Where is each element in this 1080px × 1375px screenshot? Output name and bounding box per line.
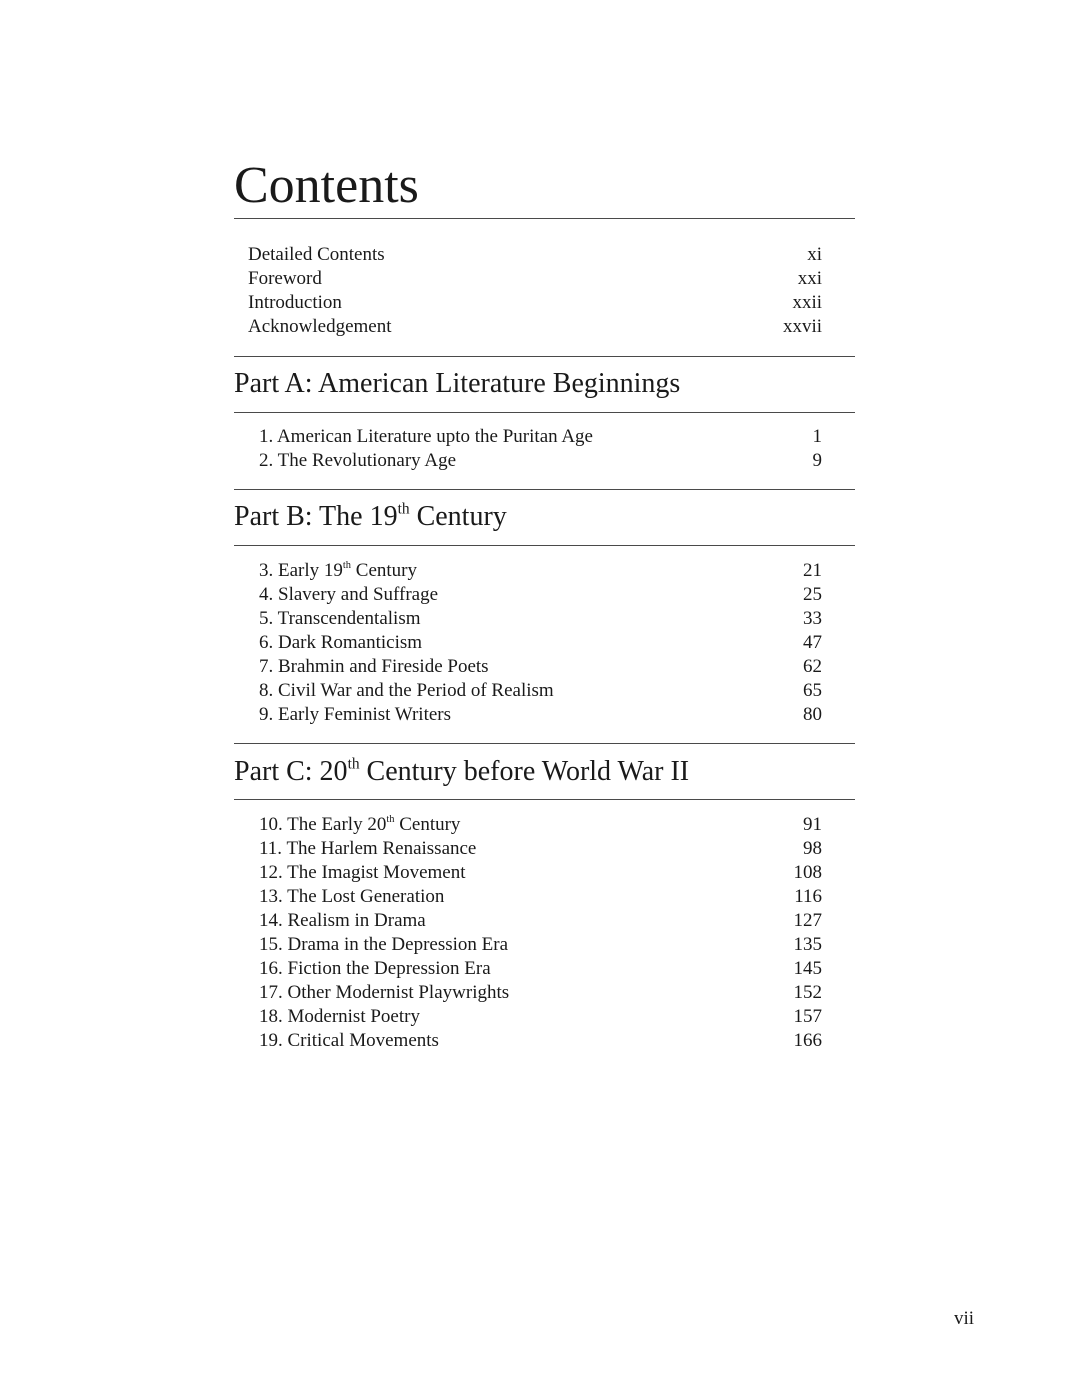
part-c-chapters — [259, 813, 822, 1053]
chapter-entry[interactable] — [259, 909, 822, 933]
entry-label: Acknowledgement — [248, 316, 392, 337]
chapter-page: 33 — [803, 608, 822, 629]
part-b-heading: Part B: The 19th Century — [234, 500, 507, 532]
chapter-entry[interactable] — [259, 1029, 822, 1053]
chapter-title: 9. Early Feminist Writers — [259, 704, 452, 725]
chapter-title: 13. The Lost Generation — [259, 886, 445, 907]
divider — [234, 545, 855, 546]
chapter-entry[interactable] — [259, 957, 822, 981]
chapter-entry[interactable] — [259, 449, 822, 473]
divider — [234, 799, 855, 800]
chapter-entry[interactable] — [259, 1005, 822, 1029]
chapter-page: 145 — [793, 958, 822, 979]
part-a-heading — [234, 367, 680, 401]
chapter-entry[interactable] — [259, 981, 822, 1005]
toc-entry[interactable] — [248, 243, 822, 267]
chapter-title: 10. The Early 20th Century — [259, 814, 461, 835]
divider — [234, 218, 855, 219]
chapter-page: 62 — [803, 656, 822, 677]
chapter-title: 1. American Literature upto the Puritan Age — [259, 426, 593, 447]
divider — [234, 743, 855, 744]
chapter-page: 21 — [803, 560, 822, 581]
chapter-page: 9 — [812, 450, 822, 471]
part-c-heading: Part C: 20th Century before World War II — [234, 755, 690, 787]
entry-page: xi — [807, 244, 822, 265]
chapter-title: 15. Drama in the Depression Era — [259, 934, 509, 955]
chapter-page: 108 — [793, 862, 822, 883]
page-title: Contents — [234, 157, 419, 214]
chapter-entry[interactable] — [259, 631, 822, 655]
chapter-page: 1 — [812, 426, 822, 447]
chapter-title: 12. The Imagist Movement — [259, 862, 466, 883]
entry-label: Detailed Contents — [248, 244, 385, 265]
chapter-entry[interactable] — [259, 679, 822, 703]
chapter-title: 19. Critical Movements — [259, 1030, 439, 1051]
part-a-chapters — [259, 425, 822, 473]
chapter-title: 16. Fiction the Depression Era — [259, 958, 491, 979]
chapter-title: 5. Transcendentalism — [259, 608, 421, 629]
front-matter-list — [248, 243, 822, 339]
chapter-title: 14. Realism in Drama — [259, 910, 426, 931]
entry-label: Introduction — [248, 292, 342, 313]
chapter-entry[interactable] — [259, 933, 822, 957]
divider — [234, 489, 855, 490]
chapter-page: 166 — [793, 1030, 822, 1051]
entry-page: xxii — [792, 292, 822, 313]
chapter-entry[interactable] — [259, 559, 822, 583]
chapter-entry[interactable] — [259, 583, 822, 607]
chapter-page: 65 — [803, 680, 822, 701]
chapter-entry[interactable] — [259, 885, 822, 909]
chapter-title: 3. Early 19th Century — [259, 560, 417, 581]
chapter-entry[interactable] — [259, 861, 822, 885]
toc-entry[interactable] — [248, 315, 822, 339]
chapter-title: 11. The Harlem Renaissance — [259, 838, 477, 859]
toc-entry[interactable] — [248, 267, 822, 291]
chapter-page: 127 — [793, 910, 822, 931]
chapter-page: 91 — [803, 814, 822, 835]
chapter-page: 152 — [793, 982, 822, 1003]
chapter-entry[interactable] — [259, 703, 822, 727]
chapter-title: 8. Civil War and the Period of Realism — [259, 680, 554, 701]
chapter-title: 4. Slavery and Suffrage — [259, 584, 439, 605]
chapter-page: 135 — [793, 934, 822, 955]
chapter-title: 17. Other Modernist Playwrights — [259, 982, 510, 1003]
entry-page: xxvii — [782, 316, 822, 337]
chapter-entry[interactable] — [259, 813, 822, 837]
part-title-text: Part A: American Literature Beginnings — [234, 368, 681, 399]
part-b-chapters — [259, 559, 822, 727]
divider — [234, 356, 855, 357]
chapter-page: 47 — [803, 632, 822, 653]
chapter-title: 18. Modernist Poetry — [259, 1006, 420, 1027]
chapter-page: 25 — [803, 584, 822, 605]
page-number: vii — [954, 1308, 975, 1329]
divider — [234, 412, 855, 413]
chapter-page: 80 — [803, 704, 822, 725]
chapter-page: 98 — [803, 838, 822, 859]
entry-label: Foreword — [248, 268, 322, 289]
chapter-title: 2. The Revolutionary Age — [259, 450, 457, 471]
chapter-page: 157 — [793, 1006, 822, 1027]
toc-entry[interactable] — [248, 291, 822, 315]
chapter-entry[interactable] — [259, 655, 822, 679]
chapter-entry[interactable] — [259, 425, 822, 449]
chapter-title: 7. Brahmin and Fireside Poets — [259, 656, 489, 677]
chapter-title: 6. Dark Romanticism — [259, 632, 423, 653]
chapter-page: 116 — [794, 886, 822, 907]
chapter-entry[interactable] — [259, 607, 822, 631]
chapter-entry[interactable] — [259, 837, 822, 861]
entry-page: xxi — [797, 268, 822, 289]
